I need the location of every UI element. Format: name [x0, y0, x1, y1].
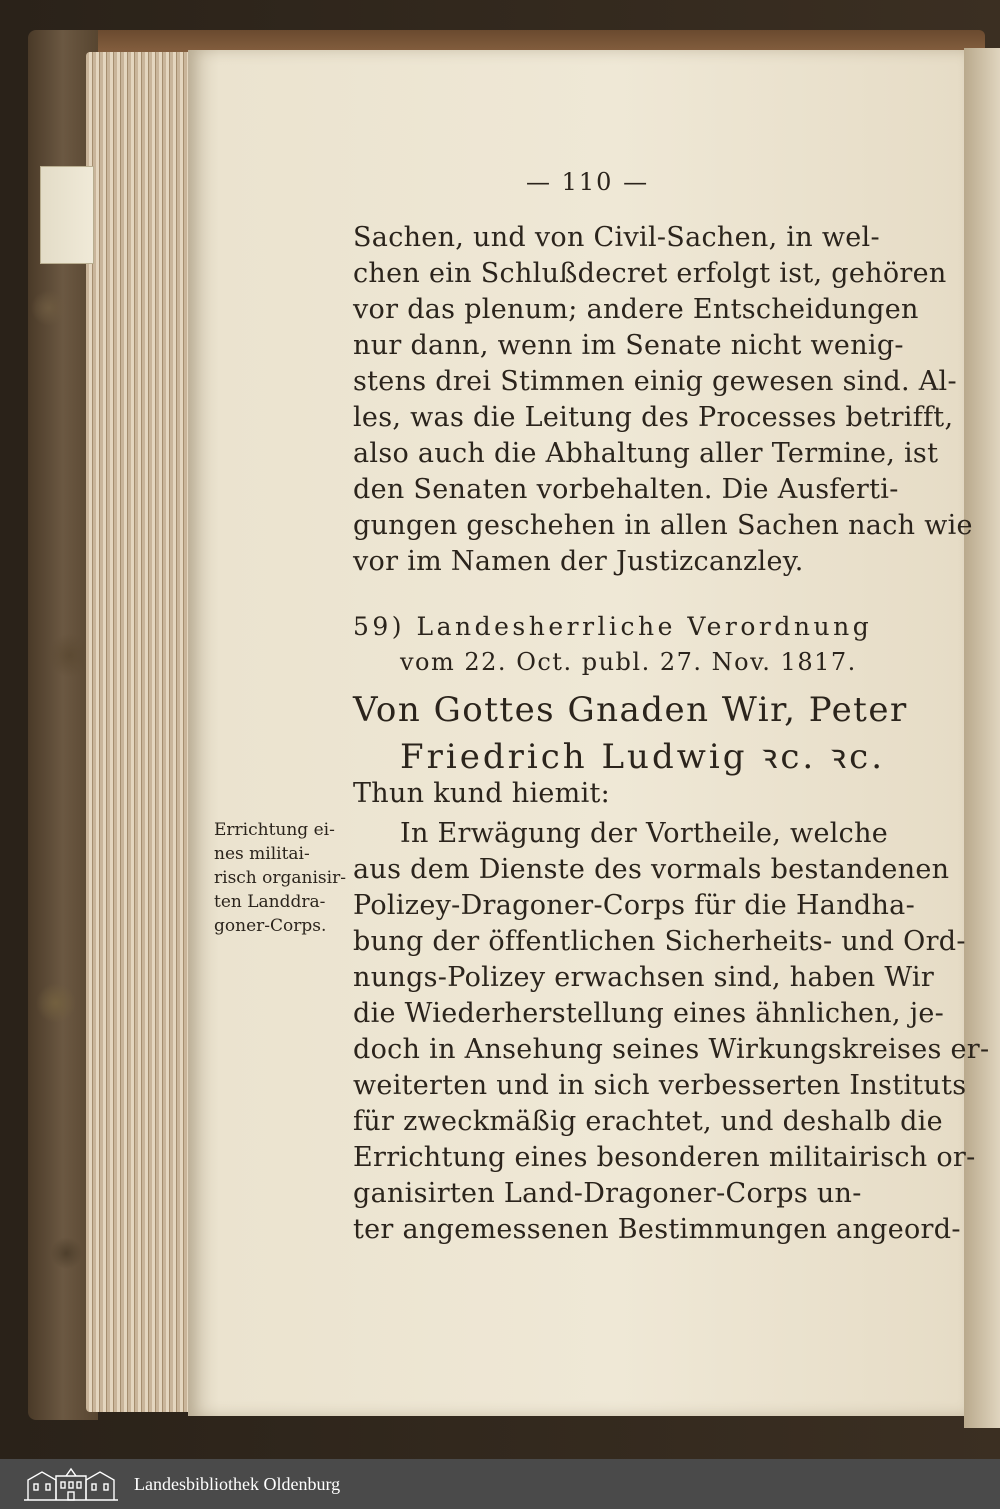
margin-note-line: Errichtung ei- [214, 820, 335, 840]
text-line: bung der öffentlichen Sicherheits- und Ord- [353, 926, 966, 957]
text-line: stens drei Stimmen einig gewesen sind. Al- [353, 366, 957, 397]
text-line: ganisirten Land-Dragoner-Corps un- [353, 1178, 862, 1209]
text-line: Polizey-Dragoner-Corps für die Handha- [353, 890, 915, 921]
page-stack [86, 52, 196, 1412]
invocation-line: Von Gottes Gnaden Wir, Peter [353, 690, 908, 730]
text-line: gungen geschehen in allen Sachen nach wie [353, 510, 973, 541]
text-line: doch in Ansehung seines Wirkungskreises er- [353, 1034, 990, 1065]
bookmark-strip [40, 166, 94, 264]
text-line: den Senaten vorbehalten. Die Ausferti- [353, 474, 899, 505]
text-line: für zweckmäßig erachtet, und deshalb die [353, 1106, 943, 1137]
text-line: Sachen, und von Civil-Sachen, in wel- [353, 222, 880, 253]
text-line: vor das plenum; andere Entscheidungen [353, 294, 919, 325]
ordinance-heading: 59) Landesherrliche Verordnung [353, 612, 873, 641]
margin-note-line: risch organisir- [214, 868, 346, 888]
text-line: les, was die Leitung des Processes betrifft, [353, 402, 954, 433]
margin-note-line: goner-Corps. [214, 916, 327, 936]
announcement: Thun kund hiemit: [353, 778, 611, 809]
text-line: nur dann, wenn im Senate nicht wenig- [353, 330, 904, 361]
text-line: also auch die Abhaltung aller Termine, ist [353, 438, 939, 469]
invocation-line: Friedrich Ludwig ꝛc. ꝛc. [400, 737, 886, 777]
text-line: nungs-Polizey erwachsen sind, haben Wir [353, 962, 935, 993]
text-line: vor im Namen der Justizcanzley. [353, 546, 804, 577]
text-line: die Wiederherstellung eines ähnlichen, je- [353, 998, 945, 1029]
text-line: Errichtung eines besonderen militairisch or- [353, 1142, 976, 1173]
text-line: ter angemessenen Bestimmungen angeord- [353, 1214, 961, 1245]
text-line: In Erwägung der Vortheile, welche [400, 818, 889, 849]
next-page-edge [964, 48, 1000, 1428]
text-line: chen ein Schlußdecret erfolgt ist, gehören [353, 258, 947, 289]
library-name: Landesbibliothek Oldenburg [134, 1473, 341, 1494]
library-building-icon [22, 1466, 120, 1502]
library-footer [0, 1459, 1000, 1509]
margin-note-line: nes militai- [214, 844, 310, 864]
text-line: aus dem Dienste des vormals bestandenen [353, 854, 950, 885]
page-number: — 110 — [526, 168, 650, 196]
margin-note-line: ten Landdra- [214, 892, 326, 912]
ordinance-date: vom 22. Oct. publ. 27. Nov. 1817. [400, 648, 857, 676]
text-line: weiterten und in sich verbesserten Instituts [353, 1070, 967, 1101]
book-page [188, 50, 990, 1416]
